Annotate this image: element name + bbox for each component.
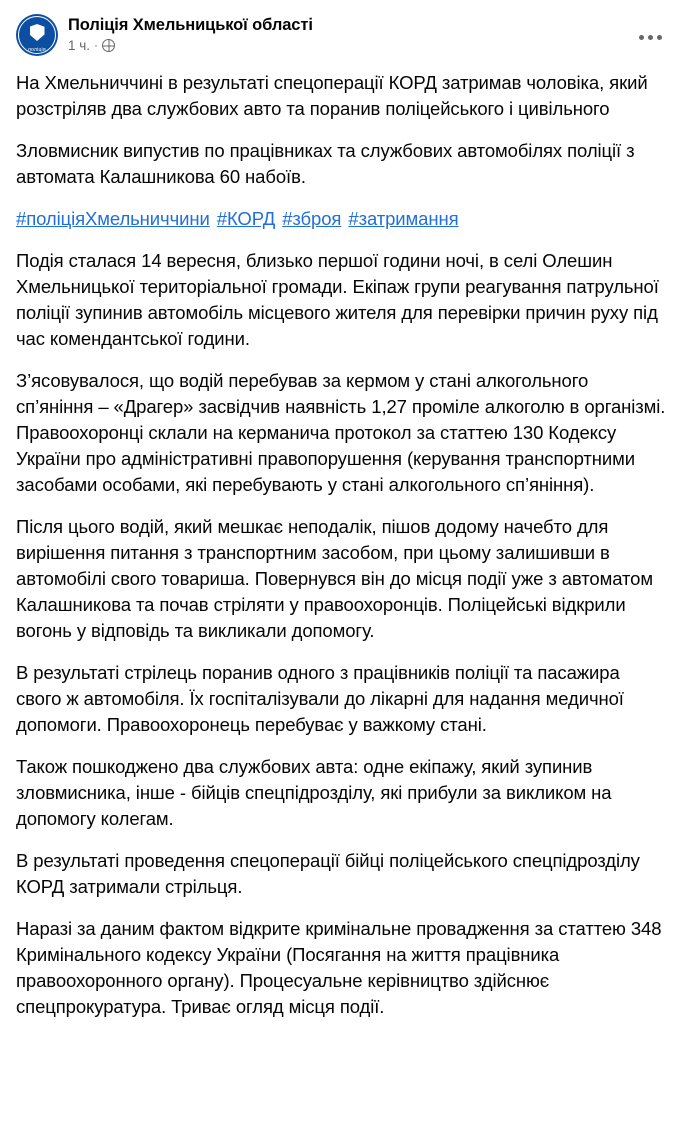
avatar-caption: поліція	[28, 47, 46, 53]
post-paragraph-5: Після цього водій, який мешкає неподалік, пішов додому начебто для вирішення питання з транспортним засобом, при цьому залишивши в автомобілі свого товариша. Повернувся він до місця події уже з автоматом Калашникова та почав стріляти у правоохоронців. Поліцейські відкрили вогонь у відповідь та викликали допомогу.	[16, 516, 653, 641]
post-paragraph-2: Зловмисник випустив по працівниках та службових автомобілях поліції з автомата Калашникова 60 набоїв.	[16, 140, 635, 187]
avatar[interactable]	[16, 14, 58, 56]
post-options-button[interactable]	[633, 20, 667, 54]
post-timestamp[interactable]: 1 ч.	[68, 38, 91, 53]
meta-separator: ·	[94, 38, 99, 52]
post-paragraph-7: Також пошкоджено два службових авта: одне екіпажу, який зупинив зловмисника, інше - бійців спецпідрозділу, які прибули за викликом на допомогу колегам.	[16, 756, 612, 829]
post-paragraph-1: На Хмельниччині в результаті спецоперації КОРД затримав чоловіка, який розстріляв два службових авто та поранив поліцейського і цивільного	[16, 72, 648, 119]
globe-icon[interactable]	[102, 39, 115, 52]
post-header	[16, 14, 667, 56]
hashtag-link-2[interactable]: #КОРД	[216, 208, 276, 229]
hashtag-link-3[interactable]: #зброя	[282, 208, 342, 229]
hashtag-link-1[interactable]: #поліціяХмельниччини	[16, 208, 210, 229]
post-paragraph-8: В результаті проведення спецоперації бійці поліцейського спецпідрозділу КОРД затримали стрільця.	[16, 850, 640, 897]
post-paragraph-4: З’ясовувалося, що водій перебував за кермом у стані алкогольного сп’яніння – «Драгер» засвідчив наявність 1,27 проміле алкоголю в організмі. Правоохоронці склали на керманича протокол за статтею 130 Кодексу України про адміністративні правопорушення (керування транспортними засобами особами, які перебувають у стані алкогольного сп’яніння).	[16, 370, 666, 495]
page-name[interactable]: Поліція Хмельницької області	[68, 16, 313, 34]
post-hashtags	[16, 206, 667, 232]
post-body	[16, 70, 667, 1020]
post-paragraph-6: В результаті стрілець поранив одного з працівників поліції та пасажира свого ж автомобіля. Їх госпіталізували до лікарні для надання медичної допомоги. Правоохоронець перебуває у важкому стані.	[16, 662, 624, 735]
hashtag-link-4[interactable]: #затримання	[348, 208, 459, 229]
post-paragraph-3: Подія сталася 14 вересня, близько першої години ночі, в селі Олешин Хмельницької територіальної громади. Екіпаж групи реагування патрульної поліції зупинив автомобіль місцевого жителя для перевірки причин руху під час комендантської години.	[16, 250, 659, 349]
post-meta	[68, 37, 313, 54]
post-author-block	[68, 14, 313, 54]
post-paragraph-9: Наразі за даним фактом відкрите кримінальне провадження за статтею 348 Кримінального кодексу України (Посягання на життя працівника правоохоронного органу). Процесуальне керівництво здійснює спецпрокуратура. Триває огляд місця події.	[16, 918, 662, 1017]
ellipsis-icon	[639, 35, 662, 40]
